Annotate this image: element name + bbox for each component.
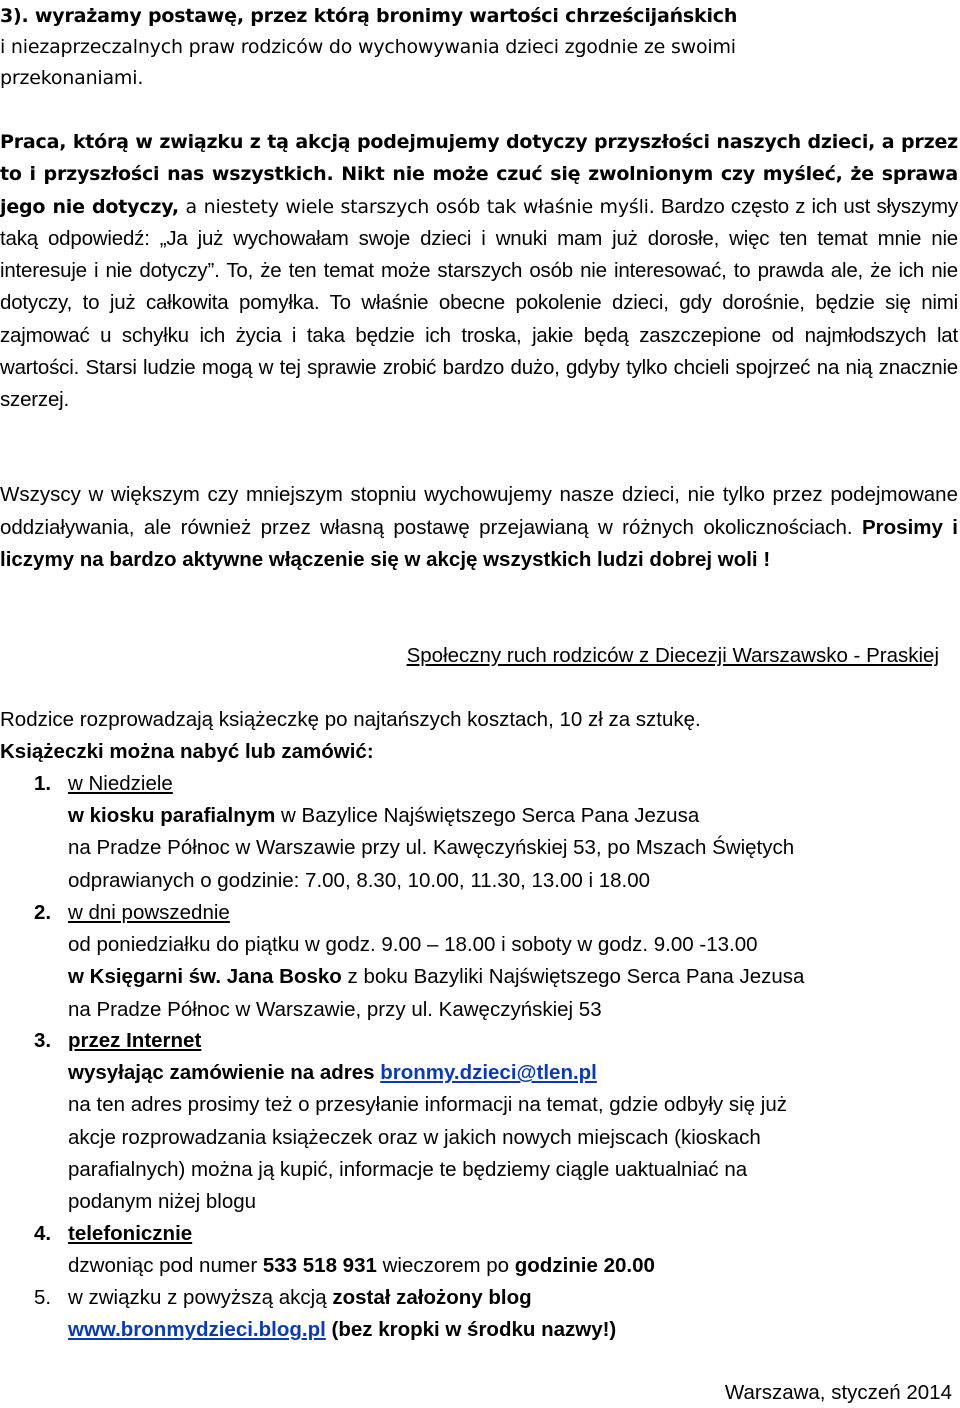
item-2-bookstore-rest: z boku Bazyliki Najświętszego Serca Pana Jezusa: [341, 965, 805, 989]
item-4-title-text: telefonicznie: [68, 1222, 193, 1245]
order-heading: [0, 736, 374, 768]
signature: [407, 640, 939, 672]
item-1-line-3: na Pradze Północ w Warszawie przy ul. Kawęczyńskiej 53, po Mszach Świętych: [68, 836, 795, 860]
item-1-line-2: [68, 800, 794, 832]
item-5-number: 5.: [34, 1286, 52, 1309]
item-3-title-text: przez Internet: [68, 1029, 202, 1052]
item-4-hour: godzinie 20.00: [514, 1254, 655, 1278]
item-2-line-3: [68, 961, 804, 993]
item-1-line-4: odprawianych o godzinie: 7.00, 8.30, 10.00, 11.30, 13.00 i 18.00: [68, 868, 651, 892]
item-4-evening-text: wieczorem po: [376, 1254, 515, 1278]
footer-place-date: [725, 1378, 952, 1408]
item-4-number: 4.: [34, 1222, 52, 1245]
item-1-title: [68, 768, 794, 800]
item-5: [68, 1282, 616, 1346]
item-5-line-1: [68, 1282, 616, 1314]
item-4-title: [68, 1218, 655, 1250]
intro-paragraph: [0, 0, 960, 32]
blog-link[interactable]: www.bronmydzieci.blog.pl: [68, 1318, 326, 1342]
paragraph-1-normal-a: a niestety wiele starszych osób tak właśnie myśli.: [178, 195, 655, 218]
item-2-number: 2.: [34, 901, 52, 924]
intro-line-2: i niezaprzeczalnych praw rodziców do wychowywania dzieci zgodnie ze swoimi: [0, 36, 736, 58]
paragraph-2: [0, 479, 958, 577]
item-3-line-5: parafialnych) można ją kupić, informacje te będziemy ciągle uaktualniać na: [68, 1157, 748, 1181]
paragraph-1: [0, 126, 958, 417]
item-2: [68, 897, 804, 1026]
footer-place-date-text: Warszawa, styczeń 2014: [724, 1381, 952, 1404]
item-3-line-6: podanym niżej blogu: [68, 1190, 257, 1214]
item-3-line-4: akcje rozprowadzania książeczek oraz w jakich nowych miejscach (kioskach: [68, 1125, 761, 1149]
item-1-title-text: w Niedziele: [68, 772, 173, 795]
price-text: Rodzice rozprowadzają książeczkę po najtańszych kosztach, 10 zł za sztukę.: [0, 708, 701, 731]
order-heading-text: Książeczki można nabyć lub zamówić:: [0, 740, 374, 763]
item-3-title: [68, 1025, 787, 1057]
intro-paragraph-rest: [0, 32, 960, 94]
item-5-line-2: [68, 1314, 616, 1346]
item-2-bookstore-bold: w Księgarni św. Jana Bosko: [68, 965, 342, 989]
item-2-line-2: od poniedziałku do piątku w godz. 9.00 – 18.00 i soboty w godz. 9.00 -13.00: [68, 933, 758, 957]
signature-text: Społeczny ruch rodziców z Diecezji Warszawsko - Praskiej: [406, 644, 939, 667]
paragraph-2-bold: Prosimy i liczymy na bardzo aktywne włączenie się w akcję wszystkich ludzi dobrej woli !: [0, 515, 958, 571]
item-3-number: 3.: [34, 1029, 52, 1052]
price-line: [0, 704, 701, 736]
item-1-number: 1.: [34, 772, 52, 795]
item-3-order-bold: wysyłając zamówienie na adres: [68, 1061, 381, 1085]
item-1-kiosk-bold: w kiosku parafialnym: [68, 804, 276, 828]
item-2-title-text: w dni powszednie: [68, 901, 230, 924]
item-5-note: (bez kropki w środku nazwy!): [325, 1318, 617, 1342]
item-3-line-3: na ten adres prosimy też o przesyłanie informacji na temat, gdzie odbyły się już: [68, 1093, 787, 1117]
item-1-kiosk-rest: w Bazylice Najświętszego Serca Pana Jezusa: [275, 804, 700, 828]
paragraph-1-normal-b: Bardzo często z ich ust słyszymy taką odpowiedź: „Ja już wychowałam swoje dzieci i wnuki mam już dorosłe, więc ten temat mnie nie interesuje i nie dotyczy”. To, że ten temat może starszych osób nie interesować, to prawda ale, że ich nie dotyczy, to już całkowita pomyłka. To właśnie obecne pokolenie dzieci, gdy dorośnie, będzie się nimi zajmować u schyłku ich życia i taka będzie ich troska, jakie będą zaszczepione od najmłodszych lat wartości. Starsi ludzie mogą w tej sprawie zrobić bardzo dużo, gdyby tylko chcieli spojrzeć na nią znacznie szerzej.: [0, 194, 958, 412]
item-4: [68, 1218, 655, 1282]
email-link[interactable]: bronmy.dzieci@tlen.pl: [380, 1061, 597, 1085]
item-1: [68, 768, 794, 897]
intro-line-3: przekonaniami.: [0, 67, 144, 89]
intro-line-1: 3). wyrażamy postawę, przez którą bronimy wartości chrześcijańskich: [0, 5, 738, 27]
item-4-line-2: [68, 1250, 655, 1282]
item-3-line-2: [68, 1057, 787, 1089]
paragraph-1-bold: Praca, którą w związku z tą akcją podejmujemy dotyczy przyszłości naszych dzieci, a przez to i przyszłości nas wszystkich. Nikt nie może czuć się zwolnionym czy myśleć, że sprawa jego nie dotyczy,: [0, 131, 958, 218]
item-2-title: [68, 897, 804, 929]
phone-number: 533 518 931: [262, 1254, 377, 1278]
item-5-bold: został założony blog: [332, 1286, 532, 1309]
paragraph-2-normal: Wszyscy w większym czy mniejszym stopniu wychowujemy nasze dzieci, nie tylko przez podejmowane oddziaływania, ale również przez własną postawę przejawianą w różnych okolicznościach.: [0, 483, 958, 539]
item-4-call-text: dzwoniąc pod numer: [68, 1254, 263, 1278]
item-5-normal: w związku z powyższą akcją: [68, 1286, 333, 1309]
item-2-line-4: na Pradze Północ w Warszawie, przy ul. Kawęczyńskiej 53: [68, 997, 602, 1021]
item-3: [68, 1025, 787, 1218]
